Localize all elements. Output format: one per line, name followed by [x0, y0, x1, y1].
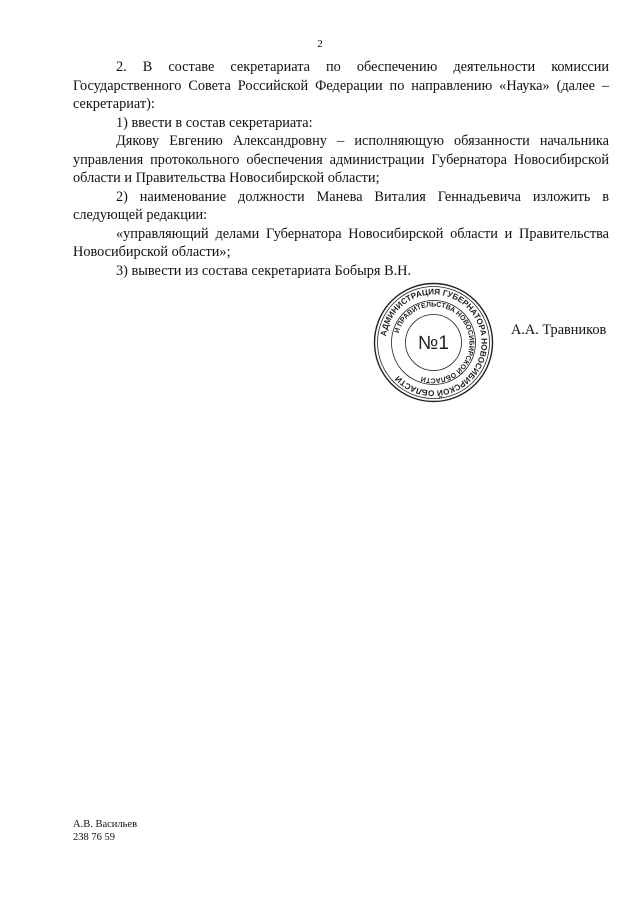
signatory-name: А.А. Травников	[511, 322, 607, 338]
seal-outer-text: АДМИНИСТРАЦИЯ ГУБЕРНАТОРА НОВОСИБИРСКОЙ ОБЛАСТИ	[378, 287, 489, 398]
executor-block	[73, 818, 137, 844]
paragraph-dyakova: Дякову Евгению Александровну – исполняющую обязанности начальника управления протокольного обеспечения администрации Губернатора Новосибирской области и Правительства Новосибирской области;	[73, 133, 609, 186]
executor-phone: 238 76 59	[73, 832, 115, 843]
page-number: 2	[317, 38, 323, 50]
seal-inner-text: И ПРАВИТЕЛЬСТВА НОВОСИБИРСКОЙ ОБЛАСТИ	[393, 301, 475, 384]
paragraph-new-title: «управляющий делами Губернатора Новосибирской области и Правительства Новосибирской области»;	[73, 225, 609, 260]
seal-number: №1	[418, 333, 449, 354]
paragraph-item-3: 3) вывести из состава секретариата Бобыря В.Н.	[116, 262, 412, 279]
official-seal	[372, 281, 495, 404]
document-body	[73, 58, 609, 280]
paragraph-secretariat-intro: 2. В составе секретариата по обеспечению деятельности комиссии Государственного Совета Российской Федерации по направлению «Наука» (далее – секретариат):	[73, 59, 609, 112]
paragraph-item-1: 1) ввести в состав секретариата:	[116, 114, 313, 131]
executor-name: А.В. Васильев	[73, 819, 138, 830]
paragraph-item-2: 2) наименование должности Манева Виталия Геннадьевича изложить в следующей редакции:	[73, 188, 609, 223]
